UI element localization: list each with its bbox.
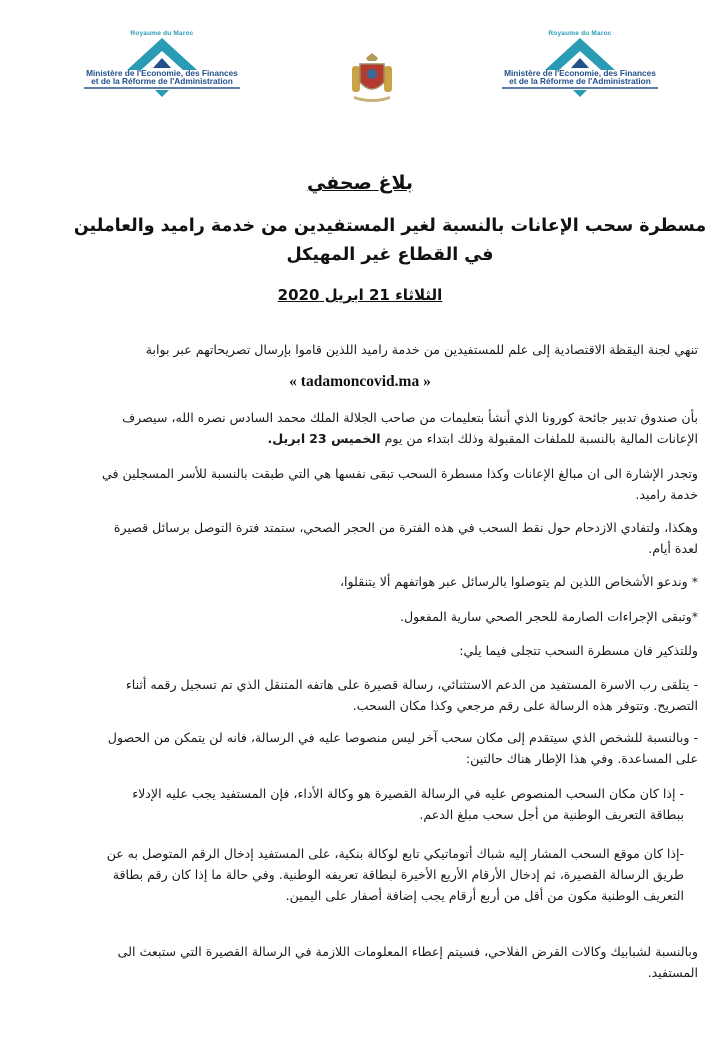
paragraph-amounts: وتجدر الإشارة الى ان مبالغ الإعانات وكذا مسطرة السحب تبقى نفسها هي التي طبقت بالنسبة للأسر المسجلين في خدمة راميد. xyxy=(102,466,698,502)
kingdom-label: Royaume du Maroc xyxy=(130,30,194,37)
portal-url: « tadamoncovid.ma » xyxy=(289,373,431,390)
paragraph-credit-agricole: وبالنسبة لشبابيك وكالات القرض الفلاحي، فسيتم إعطاء المعلومات اللازمة في الرسالة القصيرة التي ستبعث الى المستفيد. xyxy=(117,944,698,980)
start-month: ابريل. xyxy=(267,431,306,446)
ministry-name-line1: Ministère de l'Economie, des Finances xyxy=(504,68,656,78)
down-triangle-icon xyxy=(155,90,169,97)
case-atm: -إذا كان موقع السحب المشار إليه شباك أتوماتيكي تابع لوكالة بنكية، على المستفيد إدخال الرقم المتوصل به عن طريق الرسالة القصيرة، ثم إدخال الأرقام الأربع الأخيرة لبطاقة تعريفه الوطنية. وفي حالة ما إذا كان رقم بطاقة التعريف الوطنية مكون من أقل من أربع أرقام يجب إضافة أصفار على اليمين. xyxy=(106,846,684,903)
paragraph-procedure-intro: وللتذكير فان مسطرة السحب تتجلى فيما يلي: xyxy=(459,643,698,658)
ministry-triangle-icon xyxy=(127,38,197,70)
step-sms: - يتلقى رب الاسرة المستفيد من الدعم الاستثنائي، رسالة قصيرة على هاتفه المتنقل الذي تم تسجيل رقمه أثناء التصريح. وتتوفر هذه الرسالة على رقم مرجعي وكذا مكان السحب. xyxy=(125,677,698,713)
step-other-location: - وبالنسبة للشخص الذي سيتقدم إلى مكان سحب آخر ليس منصوصا عليه في الرسالة، فانه لن يتمكن من الحصول على المساعدة. وفي هذا الإطار هناك حالتين: xyxy=(107,730,698,766)
paragraph-crowding: وهكذا، ولتفادي الازدحام حول نقط السحب في هذه الفترة من الحجر الصحي، ستمتد فترة التوصل برسائل قصيرة لعدة أيام. xyxy=(113,520,698,556)
ministry-name-line2: et de la Réforme de l'Administration xyxy=(509,76,651,86)
down-triangle-icon xyxy=(573,90,587,97)
bullet-stay-home: * وندعو الأشخاص اللذين لم يتوصلوا بالرسائل عبر هواتفهم ألا يتنقلوا، xyxy=(339,574,698,589)
case-payment-agency: - إذا كان مكان السحب المنصوص عليه في الرسالة القصيرة هو وكالة الأداء، فإن المستفيد يجب عليه الإدلاء ببطاقة التعريف الوطنية من أجل سحب مبلغ الدعم. xyxy=(132,786,684,822)
royal-coat-of-arms-icon xyxy=(348,52,396,104)
document-subject: مسطرة سحب الإعانات بالنسبة لغير المستفيدين من خدمة راميد والعاملين في القطاع غير المهيكل xyxy=(73,216,707,265)
ministry-name-line1: Ministère de l'Economie, des Finances xyxy=(86,68,238,78)
bullet-quarantine: *وتبقى الإجراءات الصارمة للحجر الصحي سارية المفعول. xyxy=(400,609,698,624)
press-release-title: بلاغ صحفي xyxy=(306,172,414,194)
ministry-logo-left xyxy=(72,26,252,118)
start-day: الخميس 23 xyxy=(309,431,381,446)
kingdom-label: Royaume du Maroc xyxy=(548,30,612,37)
ministry-triangle-icon xyxy=(545,38,615,70)
logo-divider xyxy=(84,87,240,89)
document-date: الثلاثاء 21 ابريل 2020 xyxy=(277,286,443,304)
ministry-name-line2: et de la Réforme de l'Administration xyxy=(91,76,233,86)
letterhead xyxy=(0,0,720,140)
logo-divider xyxy=(502,87,658,89)
paragraph-fund-text: بأن صندوق تدبير جائحة كورونا الذي أنشأ بتعليمات من صاحب الجلالة الملك محمد السادس نصره الله، سيصرف الإعانات المالية بالنسبة للملفات المقبولة وذلك ابتداء من يوم xyxy=(122,410,698,446)
paragraph-fund xyxy=(88,407,698,449)
paragraph-intro: تنهي لجنة اليقظة الاقتصادية إلى علم للمستفيدين من خدمة راميد اللذين قاموا بإرسال تصريحاتهم عبر بوابة xyxy=(145,342,698,357)
ministry-logo-right xyxy=(490,26,670,118)
